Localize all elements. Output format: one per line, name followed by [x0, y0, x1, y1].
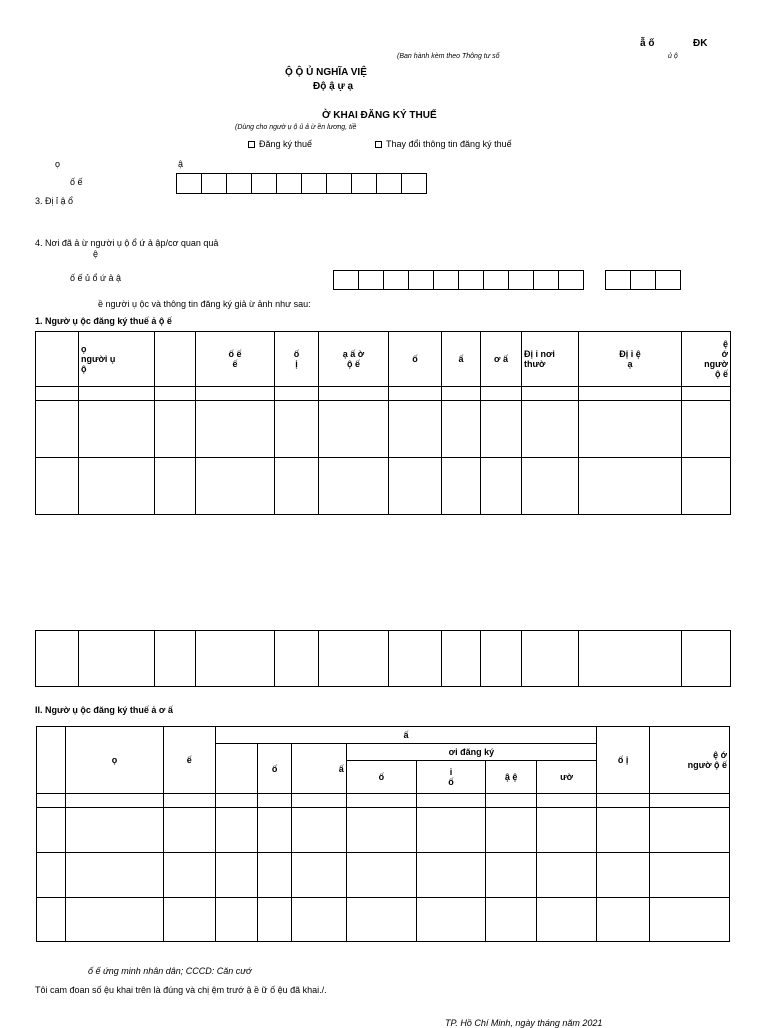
col-ward: ậ ệ [485, 761, 536, 794]
option-register[interactable] [248, 139, 312, 149]
table-row[interactable] [37, 794, 730, 808]
col-date: ấ [442, 332, 481, 387]
field-address: 3. Đị ỉ ậ ổ [35, 196, 74, 206]
col-place-registered: ơi đăng ký [346, 744, 596, 761]
section2-title: II. Ngườ ụ ộc đăng ký thuế ả ơ ấ [35, 705, 173, 715]
footer-commitment: Tôi cam đoan số ệu khai trên là đúng và chị ệm trướ ậ ề ữ ố ệu đã khai./. [35, 985, 327, 995]
col-district: ỉ ố [416, 761, 485, 794]
col-birth-cert: ấ [215, 727, 596, 744]
table-row[interactable] [36, 458, 731, 515]
col-taxcode: ế [163, 727, 215, 794]
dependents-table [35, 331, 731, 515]
republic-heading: Ộ Ộ Ủ NGHĨA VIỆ [285, 67, 367, 78]
table-row[interactable] [37, 898, 730, 942]
col-permanent-address: Đị ỉ nơi thườ [522, 332, 579, 387]
checkbox-icon[interactable] [248, 141, 255, 148]
form-code-prefix: ẫ ố [640, 38, 655, 49]
field-agency: 4. Nơi đã ả ừ người ụ ộ ổ ứ ả ập/cơ quan quả [35, 238, 219, 248]
table-header-row [36, 332, 731, 387]
col-nationality: ố ị [275, 332, 319, 387]
section1-title: 1. Ngườ ụ ộc đăng ký thuế ả ộ ế [35, 316, 172, 326]
col-id-paper: ạ ấ ờ ộ ế [319, 332, 389, 387]
footer-note: ố ế ứng minh nhân dân; CCCD: Căn cướ [88, 966, 252, 976]
table-header-row [37, 727, 730, 744]
footer-date: TP. Hồ Chí Minh, ngày tháng năm 2021 [445, 1018, 603, 1028]
table-row[interactable] [36, 631, 731, 687]
col-nationality: ố ị [596, 727, 649, 794]
table-row[interactable] [36, 387, 731, 401]
col-current-address: Đị ỉ ệ ạ [579, 332, 682, 387]
option-register-label: Đăng ký thuế [259, 139, 313, 149]
field-taxcode-label: ố ế [70, 177, 83, 187]
dependents-table-2 [36, 726, 730, 942]
field-agency-sub: ệ [93, 249, 99, 259]
table-row[interactable] [37, 808, 730, 853]
option-change-label: Thay đổi thông tin đăng ký thuế [386, 139, 512, 149]
page-title: Ờ KHAI ĐĂNG KÝ THUẾ [322, 110, 437, 121]
org-taxcode-boxes[interactable] [333, 270, 584, 290]
field-name-label: ọ [55, 159, 61, 169]
col-commune: ườ [537, 761, 597, 794]
col-name: ọ người ụ ộ [79, 332, 155, 387]
table-row[interactable] [37, 853, 730, 898]
field-org-taxcode: ố ế ủ ổ ứ ả ậ [70, 273, 122, 283]
option-change[interactable] [375, 139, 512, 149]
col-empty [215, 744, 257, 794]
checkbox-icon[interactable] [375, 141, 382, 148]
motto: Độ ậ ự ạ [313, 81, 354, 92]
col-number: ố [257, 744, 292, 794]
col-place: ơ ấ [481, 332, 522, 387]
col-relationship: ệ ớ ngườ ộ ế [650, 727, 730, 794]
dependents-table-continued [35, 630, 731, 687]
org-taxcode-suffix-boxes[interactable] [605, 270, 681, 290]
col-number: ố [389, 332, 442, 387]
col-relationship: ệ ớ ngườ ộ ế [682, 332, 731, 387]
col-taxcode: ố ế ế [196, 332, 275, 387]
taxcode-boxes[interactable] [176, 173, 427, 194]
issued-note: (Ban hành kèm theo Thông tư số [397, 53, 500, 60]
subtitle: (Dùng cho ngườ ụ ộ ủ ả ừ ền lương, tiề [235, 124, 357, 131]
form-code: ĐK [693, 38, 708, 49]
col-province: ố [346, 761, 416, 794]
table-row[interactable] [36, 401, 731, 458]
col-empty [155, 332, 196, 387]
col-stt [36, 332, 79, 387]
col-book: ấ [292, 744, 346, 794]
form-code-sub: ủ ộ [668, 53, 678, 60]
field-dependents-intro: ề người ụ ộc và thông tin đăng ký giả ừ ảnh như sau: [98, 299, 311, 309]
col-name: ọ [66, 727, 163, 794]
field-dob-label: ậ [178, 159, 184, 169]
